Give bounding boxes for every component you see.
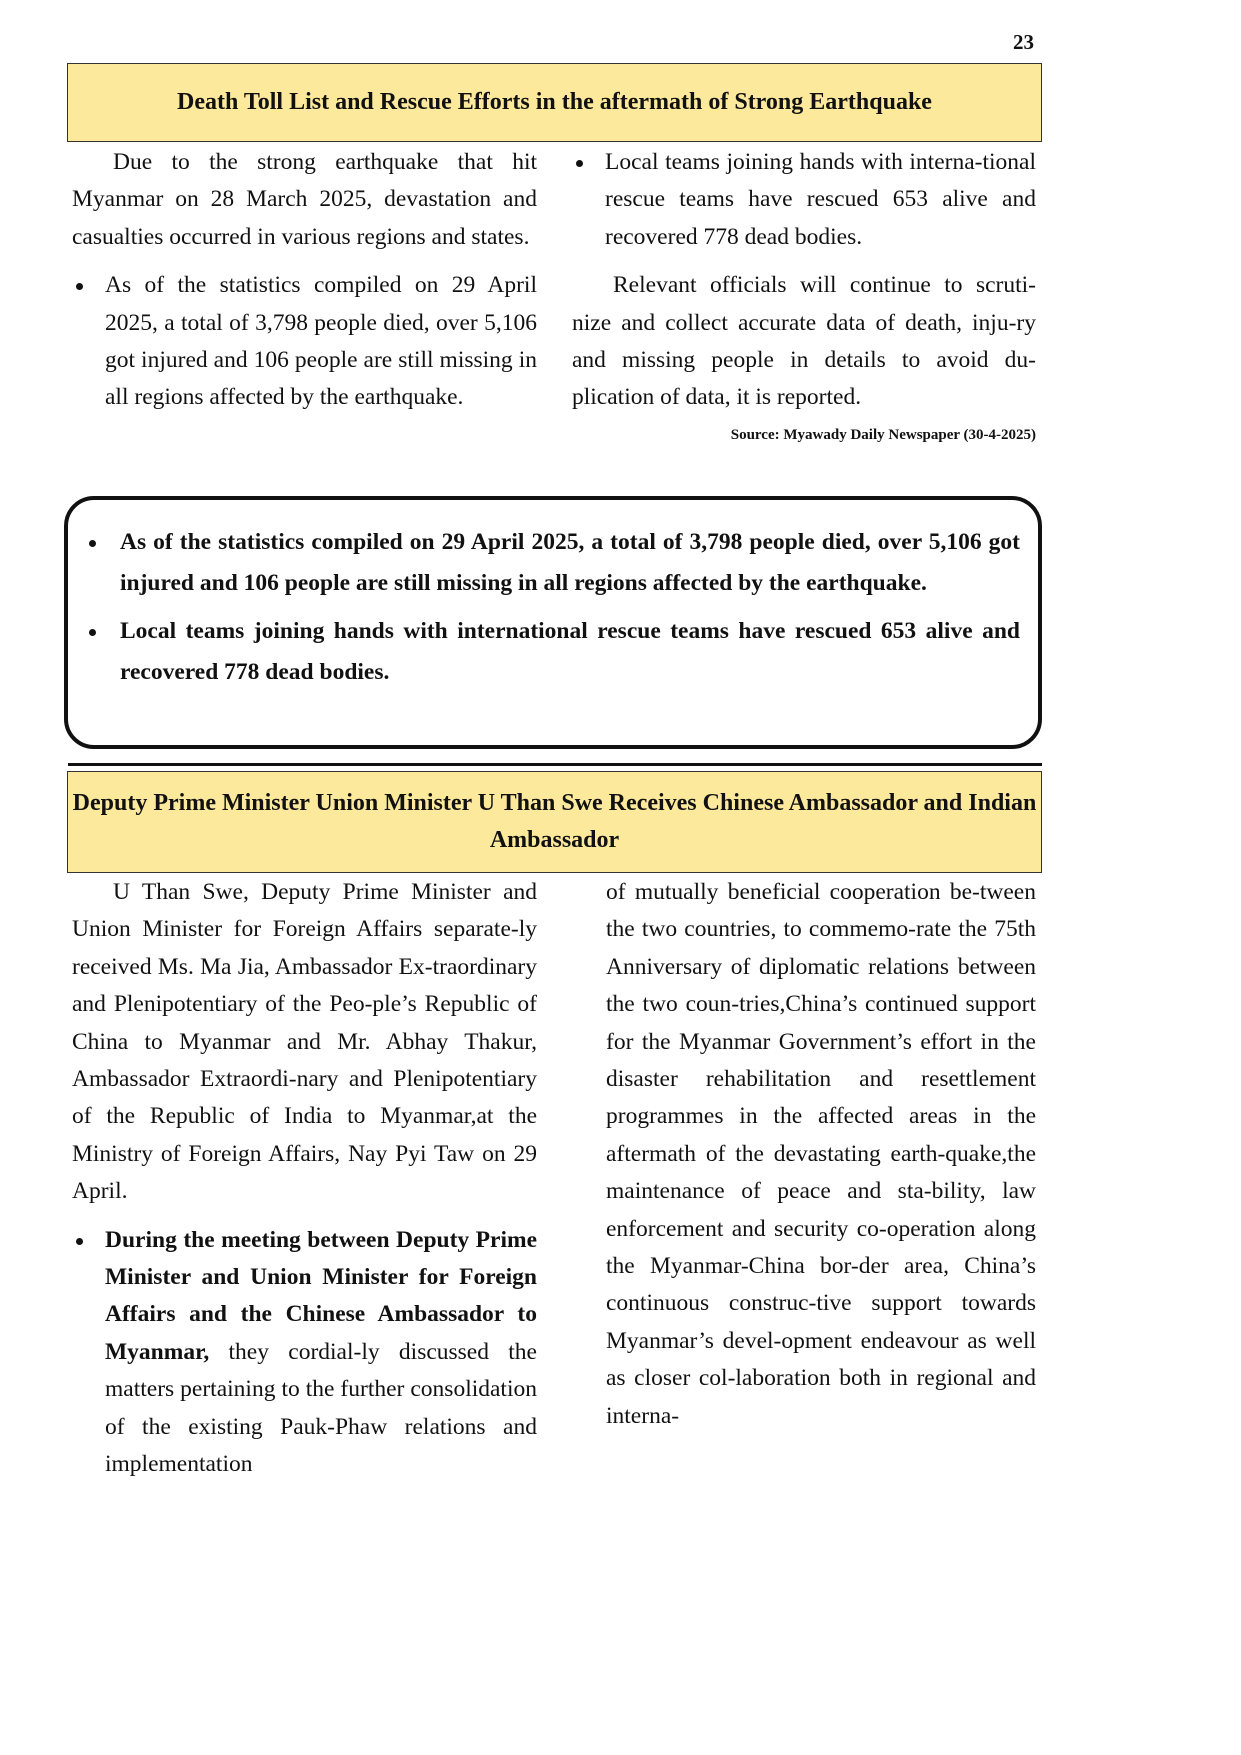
article2-right-column	[606, 874, 1036, 1435]
article1-left-column	[72, 144, 537, 428]
article2-bullet-text: they cordial-ly discussed the matters pertaining to the further consolidation of the existing Pauk-Phaw relations and implementation	[105, 1338, 537, 1478]
article2-left-column	[72, 874, 537, 1484]
article1-bullet-deaths: As of the statistics compiled on 29 April 2025, a total of 3,798 people died, over 5,106 got injured and 106 people are still missing in all regions affected by the earthquake.	[72, 267, 537, 417]
article2-continuation: of mutually beneficial cooperation be-tween the two countries, to commemo-rate the 75th Anniversary of diplomatic relations between the two coun-tries,China’s continued support for the Myanmar Government’s effort in the disaster rehabilitation and resettlement programmes in the affected areas in the aftermath of the devastating earth-quake,the maintenance of peace and sta-bility, law enforcement and security co-operation along the Myanmar-China bor-der area, China’s continuous construc-tive support towards Myanmar’s devel-opment endeavour as well as closer col-laboration both in regional and interna-	[606, 879, 1036, 1429]
article2-intro: U Than Swe, Deputy Prime Minister and Union Minister for Foreign Affairs separate-ly received Ms. Ma Jia, Ambassador Ex-traordinary and Plenipotentiary of the Peo-ple’s Republic of China to Myanmar and Mr. Abhay Thakur, Ambassador Extraordi-nary and Plenipotentiary of the Republic of India to Myanmar,at the Ministry of Foreign Affairs, Nay Pyi Taw on 29 April.	[72, 879, 537, 1205]
article1-bullet-rescue: Local teams joining hands with interna-tional rescue teams have rescued 653 alive and recovered 778 dead bodies.	[572, 144, 1036, 256]
page-number: 23	[1013, 30, 1034, 54]
article-title-ambassadors: Deputy Prime Minister Union Minister U Than Swe Receives Chinese Ambassador and Indian Ambassador	[67, 771, 1042, 873]
article1-source: Source: Myawady Daily Newspaper (30-4-2025)	[730, 426, 1036, 443]
article-title-earthquake: Death Toll List and Rescue Efforts in the aftermath of Strong Earthquake	[67, 63, 1042, 142]
article2-bullet-meeting	[72, 1222, 537, 1484]
summary-box	[64, 496, 1042, 749]
summary-item-rescue: Local teams joining hands with international rescue teams have rescued 653 alive and recovered 778 dead bodies.	[82, 611, 1020, 693]
article1-closing: Relevant officials will continue to scruti-nize and collect accurate data of death, inju-ry and missing people in details to avoid du-plication of data, it is reported.	[572, 272, 1036, 411]
article1-right-column	[572, 144, 1036, 445]
summary-item-deaths: As of the statistics compiled on 29 April 2025, a total of 3,798 people died, over 5,106 got injured and 106 people are still missing in all regions affected by the earthquake.	[82, 522, 1020, 604]
article1-intro: Due to the strong earthquake that hit Myanmar on 28 March 2025, devastation and casualties occurred in various regions and states.	[72, 149, 537, 250]
section-divider	[68, 763, 1042, 766]
article2-bullet-bold: During the meeting between Deputy Prime Minister and Union Minister for Foreign Affairs and the Chinese Ambassador to Myanmar,	[105, 1226, 537, 1365]
